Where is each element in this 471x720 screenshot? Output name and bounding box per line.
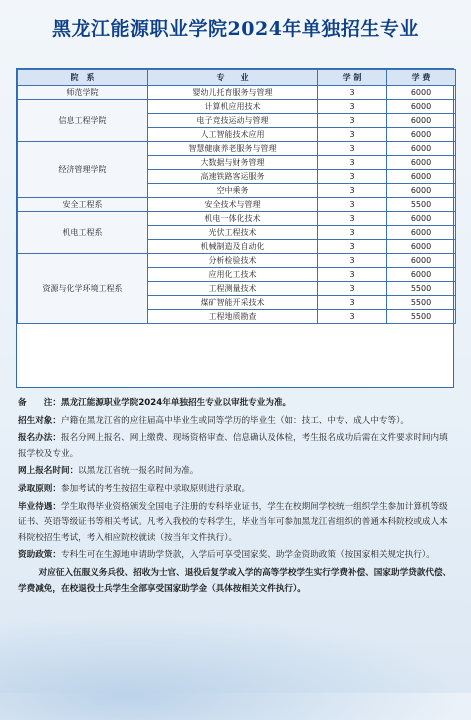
note-paragraph xyxy=(18,482,455,498)
dept-cell: 机电工程系 xyxy=(18,212,148,254)
tuition-cell: 5500 xyxy=(387,282,456,296)
note-paragraph xyxy=(18,500,455,547)
tuition-cell: 6000 xyxy=(387,170,456,184)
tuition-cell: 6000 xyxy=(387,254,456,268)
table-row xyxy=(18,254,456,268)
note-text: 专科生可在生源地申请助学贷款，入学后可享受国家奖、助学金资助政策（按国家相关规定执行）。 xyxy=(60,550,435,561)
dept-cell: 资源与化学环境工程系 xyxy=(18,254,148,324)
header-tuition: 学 费 xyxy=(387,70,456,86)
table-row xyxy=(18,142,456,156)
header-dept: 院 系 xyxy=(18,70,148,86)
tuition-cell: 5500 xyxy=(387,310,456,324)
major-cell: 工程地质勘查 xyxy=(148,310,318,324)
duration-cell: 3 xyxy=(318,142,387,156)
duration-cell: 3 xyxy=(318,198,387,212)
header-major: 专 业 xyxy=(148,70,318,86)
page-title: 黑龙江能源职业学院2024年单独招生专业 xyxy=(52,18,419,40)
duration-cell: 3 xyxy=(318,254,387,268)
note-text: 参加考试的考生按招生章程中录取原则进行录取。 xyxy=(60,483,251,494)
duration-cell: 3 xyxy=(318,184,387,198)
note-label: 网上报名时间： xyxy=(18,466,79,477)
note-text: 对应征入伍服义务兵役、招收为士官、退役后复学或入学的高等学校学生实行学费补偿、国家助学贷款代偿、学费减免，在校退役士兵学生全部享受国家助学金（具体按相关文件执行）。 xyxy=(18,567,452,594)
duration-cell: 3 xyxy=(318,170,387,184)
major-cell: 高速铁路客运服务 xyxy=(148,170,318,184)
duration-cell: 3 xyxy=(318,310,387,324)
major-cell: 安全技术与管理 xyxy=(148,198,318,212)
tuition-cell: 6000 xyxy=(387,212,456,226)
note-label: 毕业待遇： xyxy=(18,501,61,512)
majors-table-container xyxy=(16,68,454,388)
major-cell: 空中乘务 xyxy=(148,184,318,198)
tuition-cell: 6000 xyxy=(387,156,456,170)
tuition-cell: 6000 xyxy=(387,100,456,114)
note-text: 以黑龙江省统一报名时间为准。 xyxy=(78,466,199,477)
tuition-cell: 6000 xyxy=(387,142,456,156)
major-cell: 工程测量技术 xyxy=(148,282,318,296)
table-row xyxy=(18,86,456,100)
tuition-cell: 5500 xyxy=(387,296,456,310)
note-label: 备 注： xyxy=(18,398,61,408)
duration-cell: 3 xyxy=(318,268,387,282)
note-label: 资助政策： xyxy=(18,550,61,561)
dept-cell: 安全工程系 xyxy=(18,198,148,212)
table-row xyxy=(18,100,456,114)
duration-cell: 3 xyxy=(318,282,387,296)
duration-cell: 3 xyxy=(318,226,387,240)
note-paragraph xyxy=(18,566,455,597)
tuition-cell: 6000 xyxy=(387,184,456,198)
table-row xyxy=(18,212,456,226)
note-paragraph xyxy=(18,414,455,430)
note-text: 黑龙江能源职业学院2024年单独招生专业以审批专业为准。 xyxy=(60,398,292,408)
note-text: 学生取得毕业资格颁发全国电子注册的专科毕业证书，学生在校期间学校统一组织学生参加计算机等级证书、英语等级证书等相关考试。凡考入我校的专科学生，毕业当年可参加黑龙江省组织的普通本科院校或成人本科院校招生考试，考入相应院校就读（按当年文件执行）。 xyxy=(18,501,448,543)
note-label: 报名办法： xyxy=(18,433,61,444)
major-cell: 智慧健康养老服务与管理 xyxy=(148,142,318,156)
tuition-cell: 6000 xyxy=(387,86,456,100)
tuition-cell: 6000 xyxy=(387,268,456,282)
notes-section xyxy=(18,396,455,599)
note-text: 户籍在黑龙江省的应往届高中毕业生或同等学历的毕业生（如：技工、中专、成人中专等）。 xyxy=(60,415,410,426)
note-paragraph xyxy=(18,548,455,564)
duration-cell: 3 xyxy=(318,86,387,100)
table-body xyxy=(18,86,456,324)
duration-cell: 3 xyxy=(318,128,387,142)
duration-cell: 3 xyxy=(318,100,387,114)
note-label: 招生对象： xyxy=(18,415,61,426)
major-cell: 应用化工技术 xyxy=(148,268,318,282)
major-cell: 分析检验技术 xyxy=(148,254,318,268)
dept-cell: 师范学院 xyxy=(18,86,148,100)
note-label: 录取原则： xyxy=(18,483,61,494)
duration-cell: 3 xyxy=(318,240,387,254)
note-paragraph xyxy=(18,396,455,412)
dept-cell: 信息工程学院 xyxy=(18,100,148,142)
major-cell: 光伏工程技术 xyxy=(148,226,318,240)
major-cell: 计算机应用技术 xyxy=(148,100,318,114)
major-cell: 机电一体化技术 xyxy=(148,212,318,226)
tuition-cell: 6000 xyxy=(387,114,456,128)
note-paragraph xyxy=(18,431,455,462)
table-row xyxy=(18,198,456,212)
tuition-cell: 6000 xyxy=(387,226,456,240)
major-cell: 人工智能技术应用 xyxy=(148,128,318,142)
tuition-cell: 5500 xyxy=(387,198,456,212)
duration-cell: 3 xyxy=(318,212,387,226)
major-cell: 机械制造及自动化 xyxy=(148,240,318,254)
tuition-cell: 6000 xyxy=(387,128,456,142)
major-cell: 大数据与财务管理 xyxy=(148,156,318,170)
duration-cell: 3 xyxy=(318,156,387,170)
majors-table xyxy=(17,69,456,324)
duration-cell: 3 xyxy=(318,296,387,310)
major-cell: 婴幼儿托育服务与管理 xyxy=(148,86,318,100)
dept-cell: 经济管理学院 xyxy=(18,142,148,198)
tuition-cell: 6000 xyxy=(387,240,456,254)
major-cell: 电子竞技运动与管理 xyxy=(148,114,318,128)
note-paragraph xyxy=(18,464,455,480)
major-cell: 煤矿智能开采技术 xyxy=(148,296,318,310)
header-duration: 学 制 xyxy=(318,70,387,86)
table-header-row xyxy=(18,70,456,86)
note-text: 报名分网上报名、网上缴费、现场资格审查、信息确认及体检，考生报名成功后需在文件要求时间内填报学校及专业。 xyxy=(18,433,448,459)
duration-cell: 3 xyxy=(318,114,387,128)
